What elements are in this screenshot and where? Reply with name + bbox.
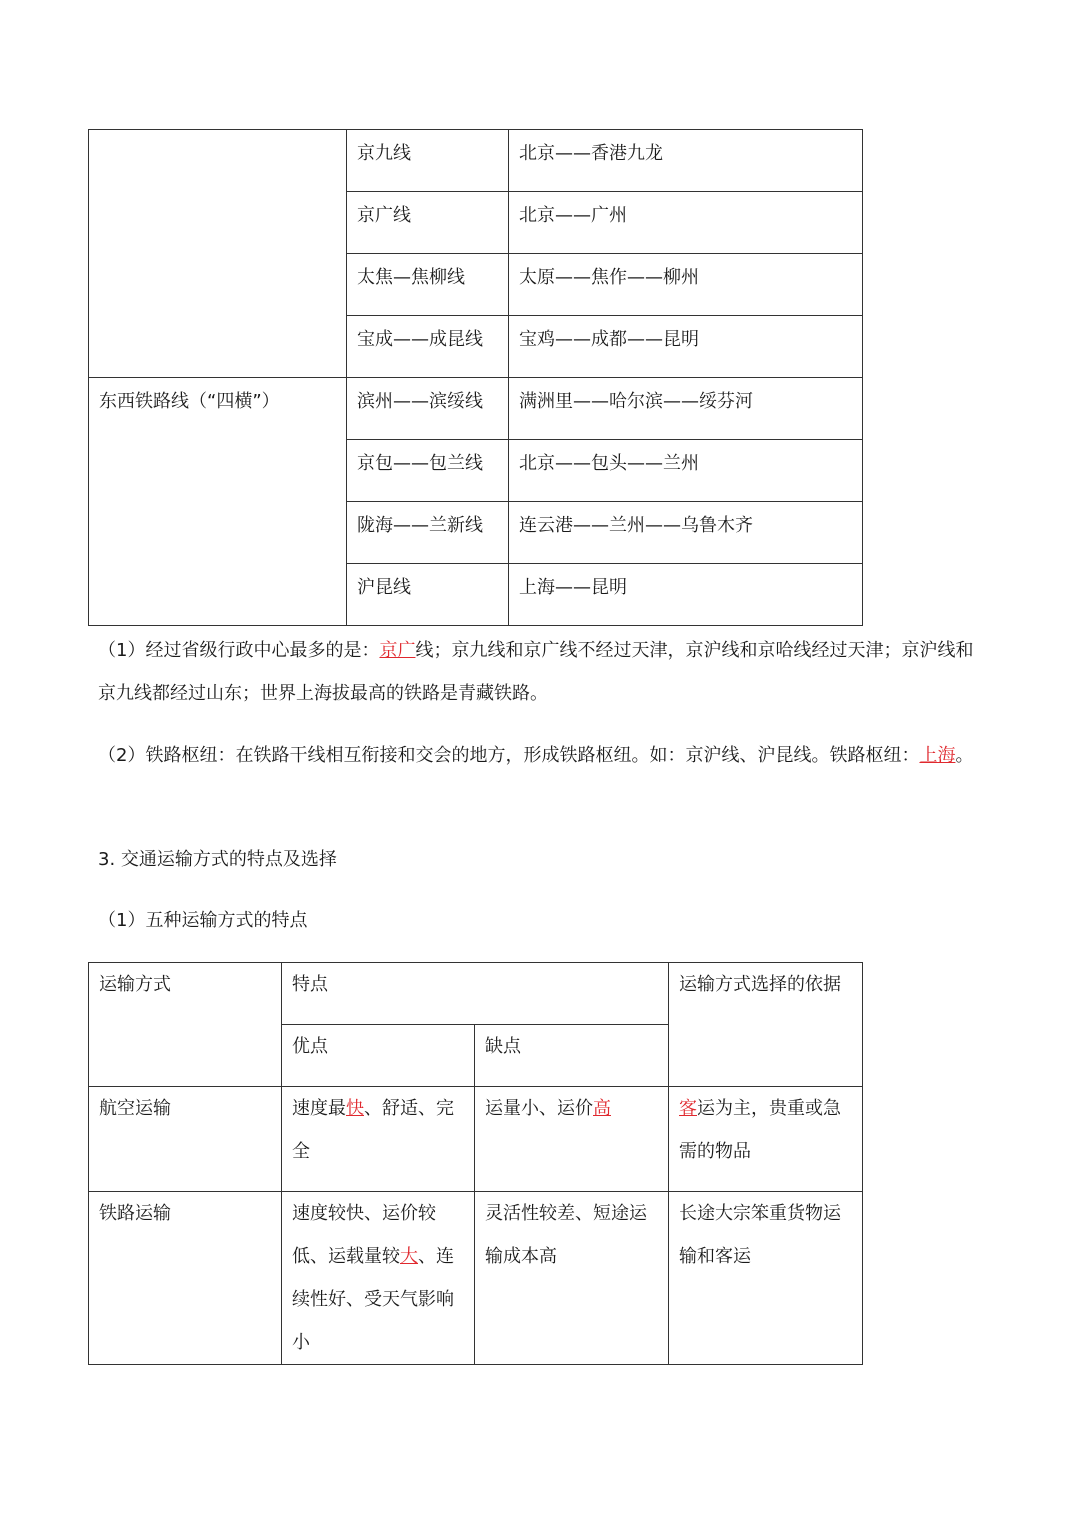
table-row (89, 1192, 863, 1365)
route-cell: 北京——香港九龙 (509, 130, 863, 192)
table-row (89, 130, 863, 192)
rail-pros (282, 1192, 475, 1365)
rail-mode: 铁路运输 (89, 1192, 282, 1365)
air-pros-b: 、舒适、完全 (292, 1098, 454, 1162)
note-1-highlight: 京广 (379, 640, 416, 661)
air-pros-highlight: 快 (346, 1098, 364, 1119)
note-2-highlight: 上海 (919, 745, 956, 766)
line-cell: 太焦—焦柳线 (347, 254, 509, 316)
note-2-suffix: 。 (955, 745, 974, 766)
air-pros (282, 1087, 475, 1192)
line-cell: 滨州——滨绥线 (347, 378, 509, 440)
air-cons-highlight: 高 (593, 1098, 611, 1119)
air-pros-a: 速度最 (292, 1098, 346, 1119)
table-row (89, 1087, 863, 1192)
rail-pros-highlight: 大 (400, 1246, 418, 1267)
air-cons (475, 1087, 669, 1192)
air-basis (669, 1087, 863, 1192)
rail-pros-b: 、连续性好、受天气影响小 (292, 1246, 454, 1353)
note-2 (98, 734, 978, 777)
air-cons-a: 运量小、运价 (485, 1098, 593, 1119)
rail-pros-a: 速度较快、运价较低、运载量较 (292, 1203, 436, 1267)
air-basis-highlight: 客 (679, 1098, 697, 1119)
transport-modes-table (88, 962, 863, 1365)
air-basis-b: 运为主，贵重或急需的物品 (679, 1098, 841, 1162)
rail-cons: 灵活性较差、短途运输成本高 (475, 1192, 669, 1365)
group-cell-east-west: 东西铁路线（“四横”） (89, 378, 347, 626)
line-cell: 宝成——成昆线 (347, 316, 509, 378)
route-cell: 上海——昆明 (509, 564, 863, 626)
header-mode: 运输方式 (89, 963, 282, 1087)
note-1-suffix: 线；京九线和京广线不经过天津，京沪线和京哈线经过天津；京沪线和京九线都经过山东；世界上海拔最高的铁路是青藏铁路。 (98, 640, 974, 704)
railway-lines-table (88, 129, 863, 626)
line-cell: 陇海——兰新线 (347, 502, 509, 564)
header-pros: 优点 (282, 1025, 475, 1087)
note-2-prefix: （2）铁路枢纽：在铁路干线相互衔接和交会的地方，形成铁路枢纽。如：京沪线、沪昆线。铁路枢纽： (98, 745, 920, 766)
table-row (89, 963, 863, 1025)
rail-basis: 长途大宗笨重货物运输和客运 (669, 1192, 863, 1365)
group-cell (89, 130, 347, 378)
route-cell: 连云港——兰州——乌鲁木齐 (509, 502, 863, 564)
table-row (89, 378, 863, 440)
line-cell: 京包——包兰线 (347, 440, 509, 502)
header-basis: 运输方式选择的依据 (669, 963, 863, 1087)
section-3-heading: 3. 交通运输方式的特点及选择 (98, 849, 337, 870)
air-mode: 航空运输 (89, 1087, 282, 1192)
line-cell: 沪昆线 (347, 564, 509, 626)
header-features: 特点 (282, 963, 669, 1025)
route-cell: 北京——包头——兰州 (509, 440, 863, 502)
route-cell: 满洲里——哈尔滨——绥芬河 (509, 378, 863, 440)
section-3-subheading: （1）五种运输方式的特点 (98, 910, 308, 931)
line-cell: 京九线 (347, 130, 509, 192)
line-cell: 京广线 (347, 192, 509, 254)
route-cell: 北京——广州 (509, 192, 863, 254)
header-cons: 缺点 (475, 1025, 669, 1087)
note-1-prefix: （1）经过省级行政中心最多的是： (98, 640, 380, 661)
route-cell: 宝鸡——成都——昆明 (509, 316, 863, 378)
note-1 (98, 629, 978, 715)
route-cell: 太原——焦作——柳州 (509, 254, 863, 316)
